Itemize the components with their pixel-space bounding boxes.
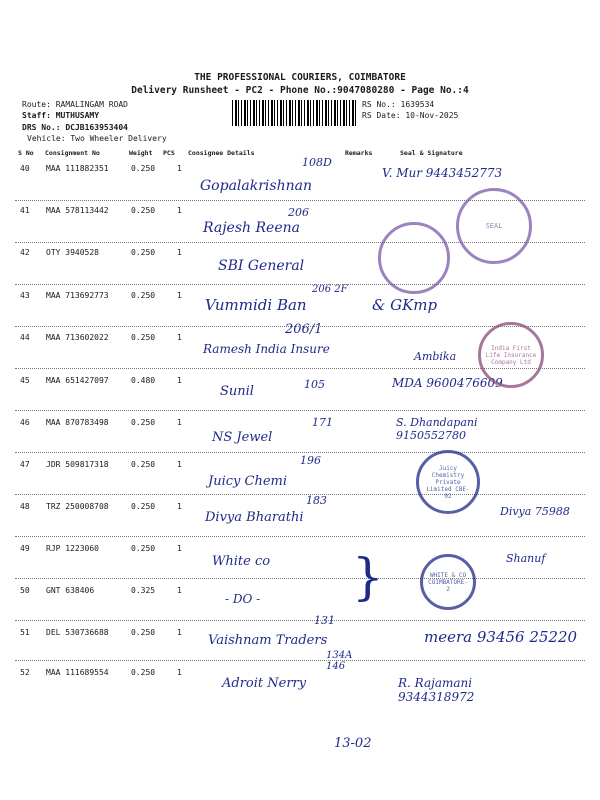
signature-handwriting: Divya 75988 bbox=[500, 505, 570, 518]
consignee-handwriting: Vummidi Ban bbox=[205, 296, 307, 314]
row-weight: 0.250 bbox=[131, 164, 156, 173]
row-consignment: RJP 1223060 bbox=[46, 544, 99, 553]
consignee-handwriting: Adroit Nerry bbox=[222, 676, 307, 691]
door-number-handwriting: 206 bbox=[288, 206, 309, 219]
white-co-stamp bbox=[420, 554, 476, 610]
row-separator bbox=[15, 536, 585, 537]
row-pcs: 1 bbox=[177, 206, 182, 215]
seal-text: Juicy Chemistry Private Limited CBE-02 bbox=[426, 464, 470, 500]
door-number-handwriting: 196 bbox=[300, 454, 321, 467]
consignee-handwriting: Divya Bharathi bbox=[205, 510, 304, 525]
row-consignment: TRZ 250008708 bbox=[46, 502, 109, 511]
door-number-handwriting: 183 bbox=[306, 494, 327, 507]
company-seal-stamp bbox=[378, 222, 450, 294]
row-consignment: MAA 578113442 bbox=[46, 206, 109, 215]
row-consignment: MAA 870783498 bbox=[46, 418, 109, 427]
row-sno: 42 bbox=[20, 248, 30, 257]
row-weight: 0.250 bbox=[131, 502, 156, 511]
row-separator bbox=[15, 494, 585, 495]
row-weight: 0.250 bbox=[131, 544, 156, 553]
row-weight: 0.250 bbox=[131, 248, 156, 257]
row-weight: 0.250 bbox=[131, 668, 156, 677]
row-pcs: 1 bbox=[177, 248, 182, 257]
row-pcs: 1 bbox=[177, 376, 182, 385]
row-separator bbox=[15, 452, 585, 453]
row-pcs: 1 bbox=[177, 544, 182, 553]
consignee-handwriting: Vaishnam Traders bbox=[208, 633, 328, 648]
row-weight: 0.250 bbox=[131, 206, 156, 215]
consignee-handwriting: Rajesh Reena bbox=[203, 220, 300, 236]
barcode bbox=[232, 100, 356, 126]
consignee-handwriting: - DO - bbox=[225, 592, 261, 606]
row-weight: 0.480 bbox=[131, 376, 156, 385]
row-sno: 46 bbox=[20, 418, 30, 427]
row-weight: 0.250 bbox=[131, 628, 156, 637]
signature-handwriting: Ambika bbox=[414, 350, 457, 363]
consignee-handwriting: Gopalakrishnan bbox=[200, 178, 312, 194]
row-consignment: MAA 651427097 bbox=[46, 376, 109, 385]
row-separator bbox=[15, 620, 585, 621]
row-consignment: JDR 509817318 bbox=[46, 460, 109, 469]
col-consignment: Consignment No bbox=[45, 149, 100, 157]
rs-date: RS Date: 10-Nov-2025 bbox=[362, 111, 459, 120]
signature-handwriting: MDA 9600476609 bbox=[392, 376, 503, 390]
row-consignment: MAA 111689554 bbox=[46, 668, 109, 677]
row-pcs: 1 bbox=[177, 502, 182, 511]
vehicle-label: Vehicle: Two Wheeler Delivery bbox=[27, 134, 167, 143]
row-pcs: 1 bbox=[177, 333, 182, 342]
consignee-handwriting: Juicy Chemi bbox=[208, 474, 287, 489]
consignee-handwriting: NS Jewel bbox=[212, 430, 273, 445]
door-number-handwriting: 206 2F bbox=[312, 284, 348, 295]
row-pcs: 1 bbox=[177, 586, 182, 595]
signature-handwriting: V. Mur 9443452773 bbox=[382, 166, 503, 180]
signature-handwriting: S. Dhandapani 9150552780 bbox=[396, 416, 478, 442]
row-consignment: MAA 713692773 bbox=[46, 291, 109, 300]
col-consignee: Consignee Details bbox=[188, 149, 255, 157]
juicy-chemistry-stamp bbox=[416, 450, 480, 514]
row-consignment: DEL 530736688 bbox=[46, 628, 109, 637]
row-consignment: MAA 713602022 bbox=[46, 333, 109, 342]
row-sno: 49 bbox=[20, 544, 30, 553]
consignee-handwriting: White co bbox=[212, 554, 271, 569]
row-pcs: 1 bbox=[177, 418, 182, 427]
row-pcs: 1 bbox=[177, 460, 182, 469]
row-sno: 51 bbox=[20, 628, 30, 637]
company-title: THE PROFESSIONAL COURIERS, COIMBATORE bbox=[194, 72, 406, 83]
row-pcs: 1 bbox=[177, 291, 182, 300]
door-number-handwriting: 134A 146 bbox=[326, 650, 353, 672]
signature-handwriting: meera 93456 25220 bbox=[424, 628, 578, 646]
drs-label: DRS No.: DCJB163953404 bbox=[22, 123, 128, 132]
row-weight: 0.250 bbox=[131, 291, 156, 300]
staff-label: Staff: MUTHUSAMY bbox=[22, 111, 100, 120]
row-weight: 0.250 bbox=[131, 418, 156, 427]
row-sno: 48 bbox=[20, 502, 30, 511]
row-sno: 45 bbox=[20, 376, 30, 385]
row-pcs: 1 bbox=[177, 628, 182, 637]
seal-text: India First Life Insurance Company Ltd bbox=[485, 344, 537, 366]
insurance-seal-stamp bbox=[478, 322, 544, 388]
door-number-handwriting: 171 bbox=[312, 416, 333, 429]
row-sno: 50 bbox=[20, 586, 30, 595]
row-pcs: 1 bbox=[177, 164, 182, 173]
consignee-handwriting: Sunil bbox=[220, 384, 254, 399]
door-number-handwriting: 131 bbox=[314, 614, 335, 627]
row-consignment: OTY 3940528 bbox=[46, 248, 99, 257]
col-seal: Seal & Signature bbox=[400, 149, 463, 157]
rs-number: RS No.: 1639534 bbox=[362, 100, 435, 109]
row-consignment: MAA 111882351 bbox=[46, 164, 109, 173]
row-sno: 52 bbox=[20, 668, 30, 677]
row-sno: 43 bbox=[20, 291, 30, 300]
door-number-handwriting: 108D bbox=[302, 156, 332, 169]
row-consignment: GNT 638406 bbox=[46, 586, 95, 595]
door-number-handwriting: 206/1 bbox=[285, 322, 323, 337]
row-sno: 47 bbox=[20, 460, 30, 469]
signature-handwriting: Shanuf bbox=[506, 552, 546, 565]
runsheet-subtitle: Delivery Runsheet - PC2 - Phone No.:9047080280 - Page No.:4 bbox=[131, 85, 469, 96]
seal-text: SEAL bbox=[485, 222, 503, 230]
route-label: Route: RAMALINGAM ROAD bbox=[22, 100, 128, 109]
row-pcs: 1 bbox=[177, 668, 182, 677]
signature-handwriting: & GKmp bbox=[372, 296, 438, 314]
row-separator bbox=[15, 660, 585, 661]
signature-handwriting: R. Rajamani 9344318972 bbox=[398, 676, 475, 704]
row-sno: 41 bbox=[20, 206, 30, 215]
footer-handwritten-note: 13-02 bbox=[334, 736, 372, 751]
col-remarks: Remarks bbox=[345, 149, 373, 157]
row-separator bbox=[15, 410, 585, 411]
row-sno: 44 bbox=[20, 333, 30, 342]
row-separator bbox=[15, 284, 585, 285]
row-weight: 0.325 bbox=[131, 586, 156, 595]
consignee-handwriting: SBI General bbox=[218, 258, 305, 274]
col-pcs: PCS bbox=[163, 149, 175, 157]
row-weight: 0.250 bbox=[131, 460, 156, 469]
consignee-handwriting: Ramesh India Insure bbox=[203, 342, 330, 356]
row-weight: 0.250 bbox=[131, 333, 156, 342]
row-sno: 40 bbox=[20, 164, 30, 173]
seal-text: WHITE & CO COIMBATORE-2 bbox=[428, 571, 468, 593]
col-sno: S No bbox=[18, 149, 34, 157]
brace-mark: } bbox=[352, 548, 384, 606]
col-weight: Weight bbox=[129, 149, 153, 157]
company-seal-stamp bbox=[456, 188, 532, 264]
door-number-handwriting: 105 bbox=[304, 378, 325, 391]
row-separator bbox=[15, 578, 585, 579]
